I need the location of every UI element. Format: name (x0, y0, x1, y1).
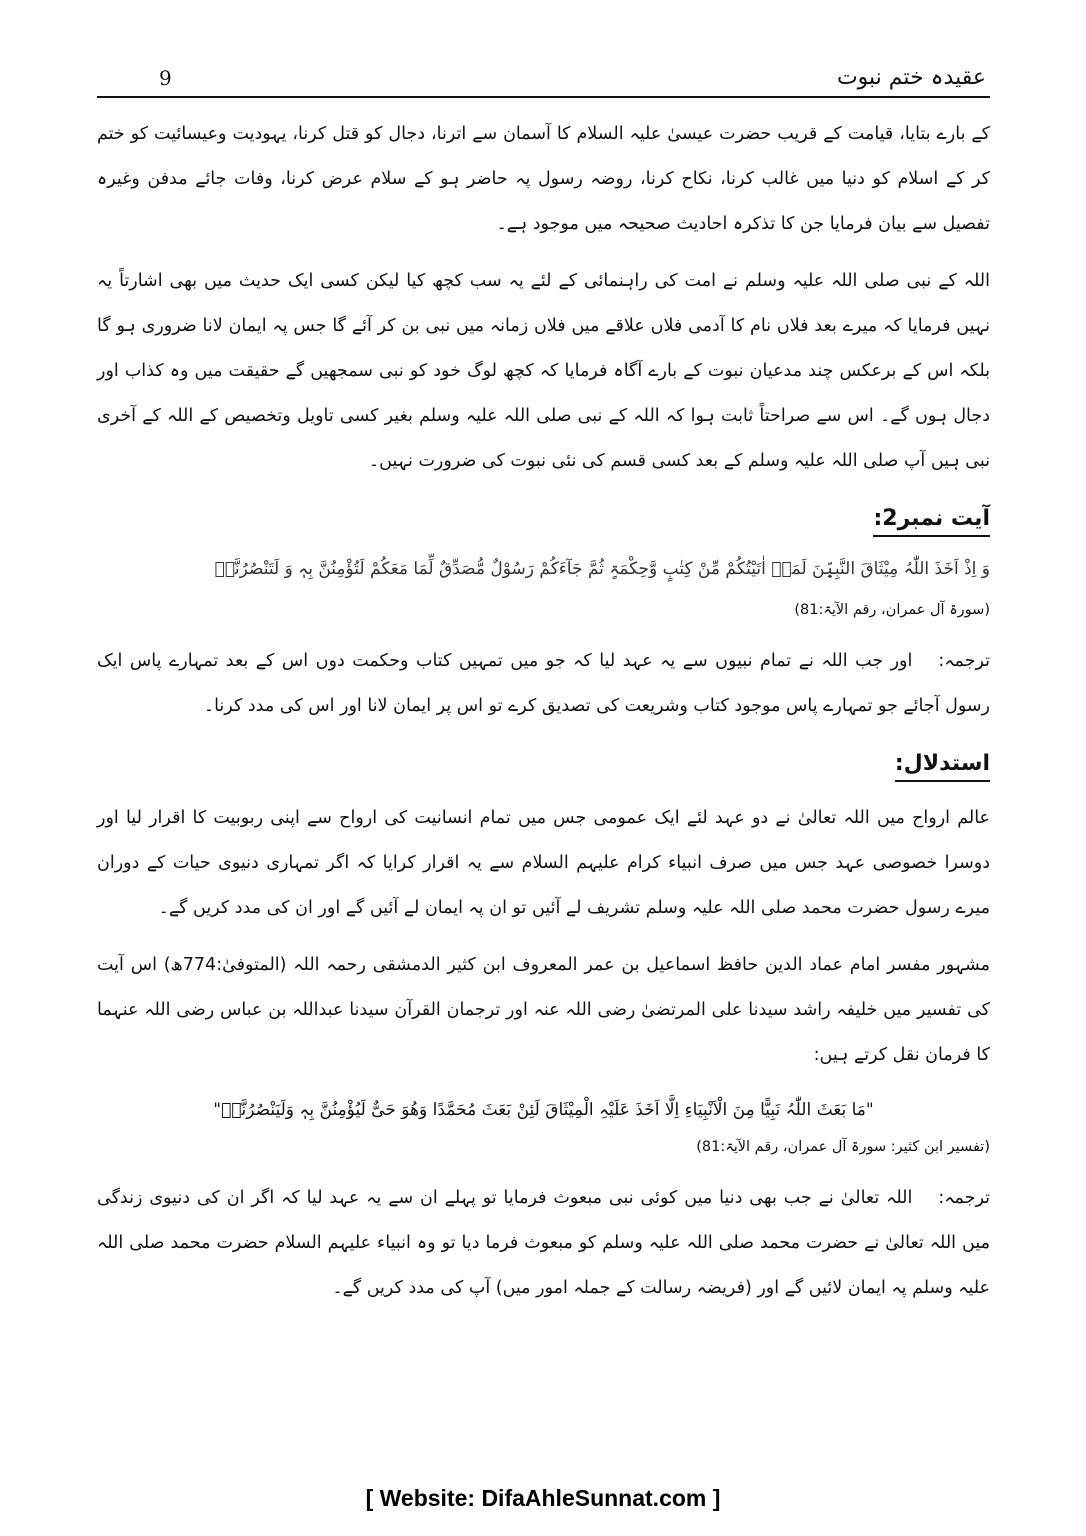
arabic-quote: "مَا بَعَثَ اللّٰہُ نَبِیًّا مِنَ الْاَنْبِیَاءِ اِلَّا اَخَذَ عَلَیْہِ الْمِیْثَاقَ لَئِنْ بَعَثَ مُحَمَّدًا وَھُوَ حَیٌّ لَیُؤْمِنُنَّ بِہٖ وَلَیَنْصُرُنَّہٗ" (213, 1100, 874, 1120)
argument-paragraph: عالم ارواح میں اللہ تعالیٰ نے دو عہد لئے ایک عمومی جس میں تمام انسانیت کی ارواح سے اپنی ربوبیت کا اقرار لیا اور دوسرا خصوصی عہد جس میں صرف انبیاء کرام علیہم السلام سے یہ اقرار کرایا کہ اگر تمہاری دنیوی حیات کے دوران میرے رسول حضرت محمد صلی اللہ علیہ وسلم تشریف لے آئیں تو ان پہ ایمان لے آئیں گے اور ان کی مدد کریں گے۔ (97, 808, 990, 918)
translation-text: اللہ تعالیٰ نے جب بھی دنیا میں کوئی نبی مبعوث فرمایا تو پہلے ان سے یہ عہد لیا کہ اگر ان کی دنیوی زندگی میں اللہ تعالیٰ نے حضرت محمد صلی اللہ علیہ وسلم کو مبعوث فرما دیا تو وہ انبیاء علیہم السلام حضرت محمد صلی اللہ علیہ وسلم پہ ایمان لائیں گے اور (فریضہ رسالت کے جملہ امور میں) آپ کی مدد کریں گے۔ (97, 1188, 990, 1298)
website-footer: [ Website: DifaAhleSunnat.com ] (365, 1485, 721, 1511)
quran-verse: وَ اِذْ اَخَذَ اللّٰہُ مِیْثَاقَ النَّبِیّٖنَ لَمَاۤ اٰتَیْتُکُمْ مِّنْ کِتٰبٍ وَّحِکْمَۃٍ ثُمَّ جَآءَکُمْ رَسُوْلٌ مُّصَدِّقٌ لِّمَا مَعَکُمْ لَتُؤْمِنُنَّ بِہٖ وَ لَتَنْصُرُنَّہٗ (214, 559, 990, 579)
page-header (97, 62, 990, 98)
argument-heading: استدلال: (895, 749, 990, 782)
page-body (97, 112, 990, 1311)
finality-paragraph: اللہ کے نبی صلی اللہ علیہ وسلم نے امت کی راہنمائی کے لئے یہ سب کچھ کیا لیکن کسی ایک حدیث میں بھی اشارتاً یہ نہیں فرمایا کہ میرے بعد فلاں نام کا آدمی فلاں علاقے میں فلاں زمانہ میں نبی بن کر آئے گا جس پہ ایمان لانا ضروری ہو گا بلکہ اس کے برعکس چند مدعیان نبوت کے بارے آگاہ فرمایا کہ کچھ لوگ خود کو نبی سمجھیں گے حقیقت میں وہ کذاب اور دجال ہوں گے۔ اس سے صراحتاً ثابت ہوا کہ اللہ کے نبی صلی اللہ علیہ وسلم بغیر کسی تاویل وتخصیص کے اللہ کے آخری نبی ہیں آپ صلی اللہ علیہ وسلم کے بعد کسی قسم کی نئی نبوت کی ضرورت نہیں۔ (97, 271, 990, 471)
translation-label: ترجمہ: (938, 651, 990, 671)
page-number: 9 (159, 66, 172, 90)
verse-translation (97, 639, 990, 729)
verse-heading: آیت نمبر2: (873, 504, 990, 537)
intro-paragraph: کے بارے بتایا، قیامت کے قریب حضرت عیسیٰ علیہ السلام کا آسمان سے اترنا، دجال کو قتل کرنا، یہودیت وعیسائیت کو ختم کر کے اسلام کو دنیا میں غالب کرنا، نکاح کرنا، روضہ رسول پہ حاضر ہو کے سلام عرض کرنا، وفات جائے مدفن وغیرہ تفصیل سے بیان فرمایا جن کا تذکرہ احادیث صحیحہ میں موجود ہے۔ (97, 124, 990, 234)
translation-label: ترجمہ: (938, 1188, 990, 1208)
tafsir-paragraph: مشہور مفسر امام عماد الدین حافظ اسماعیل بن عمر المعروف ابن کثیر الدمشقی رحمہ اللہ (المتوفیٰ:774ھ) اس آیت کی تفسیر میں خلیفہ راشد سیدنا علی المرتضیٰ رضی اللہ عنہ اور ترجمان القرآن سیدنا عبداللہ بن عباس رضی اللہ عنہما کا فرمان نقل کرتے ہیں: (97, 955, 990, 1065)
translation-text: اور جب اللہ نے تمام نبیوں سے یہ عہد لیا کہ جو میں تمہیں کتاب وحکمت دوں اس کے بعد تمہارے پاس ایک رسول آجائے جو تمہارے پاس موجود کتاب وشریعت کی تصدیق کرے تو اس پر ایمان لانا اور اس کی مدد کرنا۔ (97, 651, 990, 716)
book-title: عقیدہ ختم نبوت (836, 65, 986, 90)
quote-translation (97, 1176, 990, 1311)
tafsir-reference: (تفسیر ابن کثیر: سورۃ آل عمران، رقم الآیۃ:81) (696, 1139, 990, 1155)
verse-reference: (سورۃ آل عمران، رقم الآیۃ:81) (794, 602, 990, 618)
